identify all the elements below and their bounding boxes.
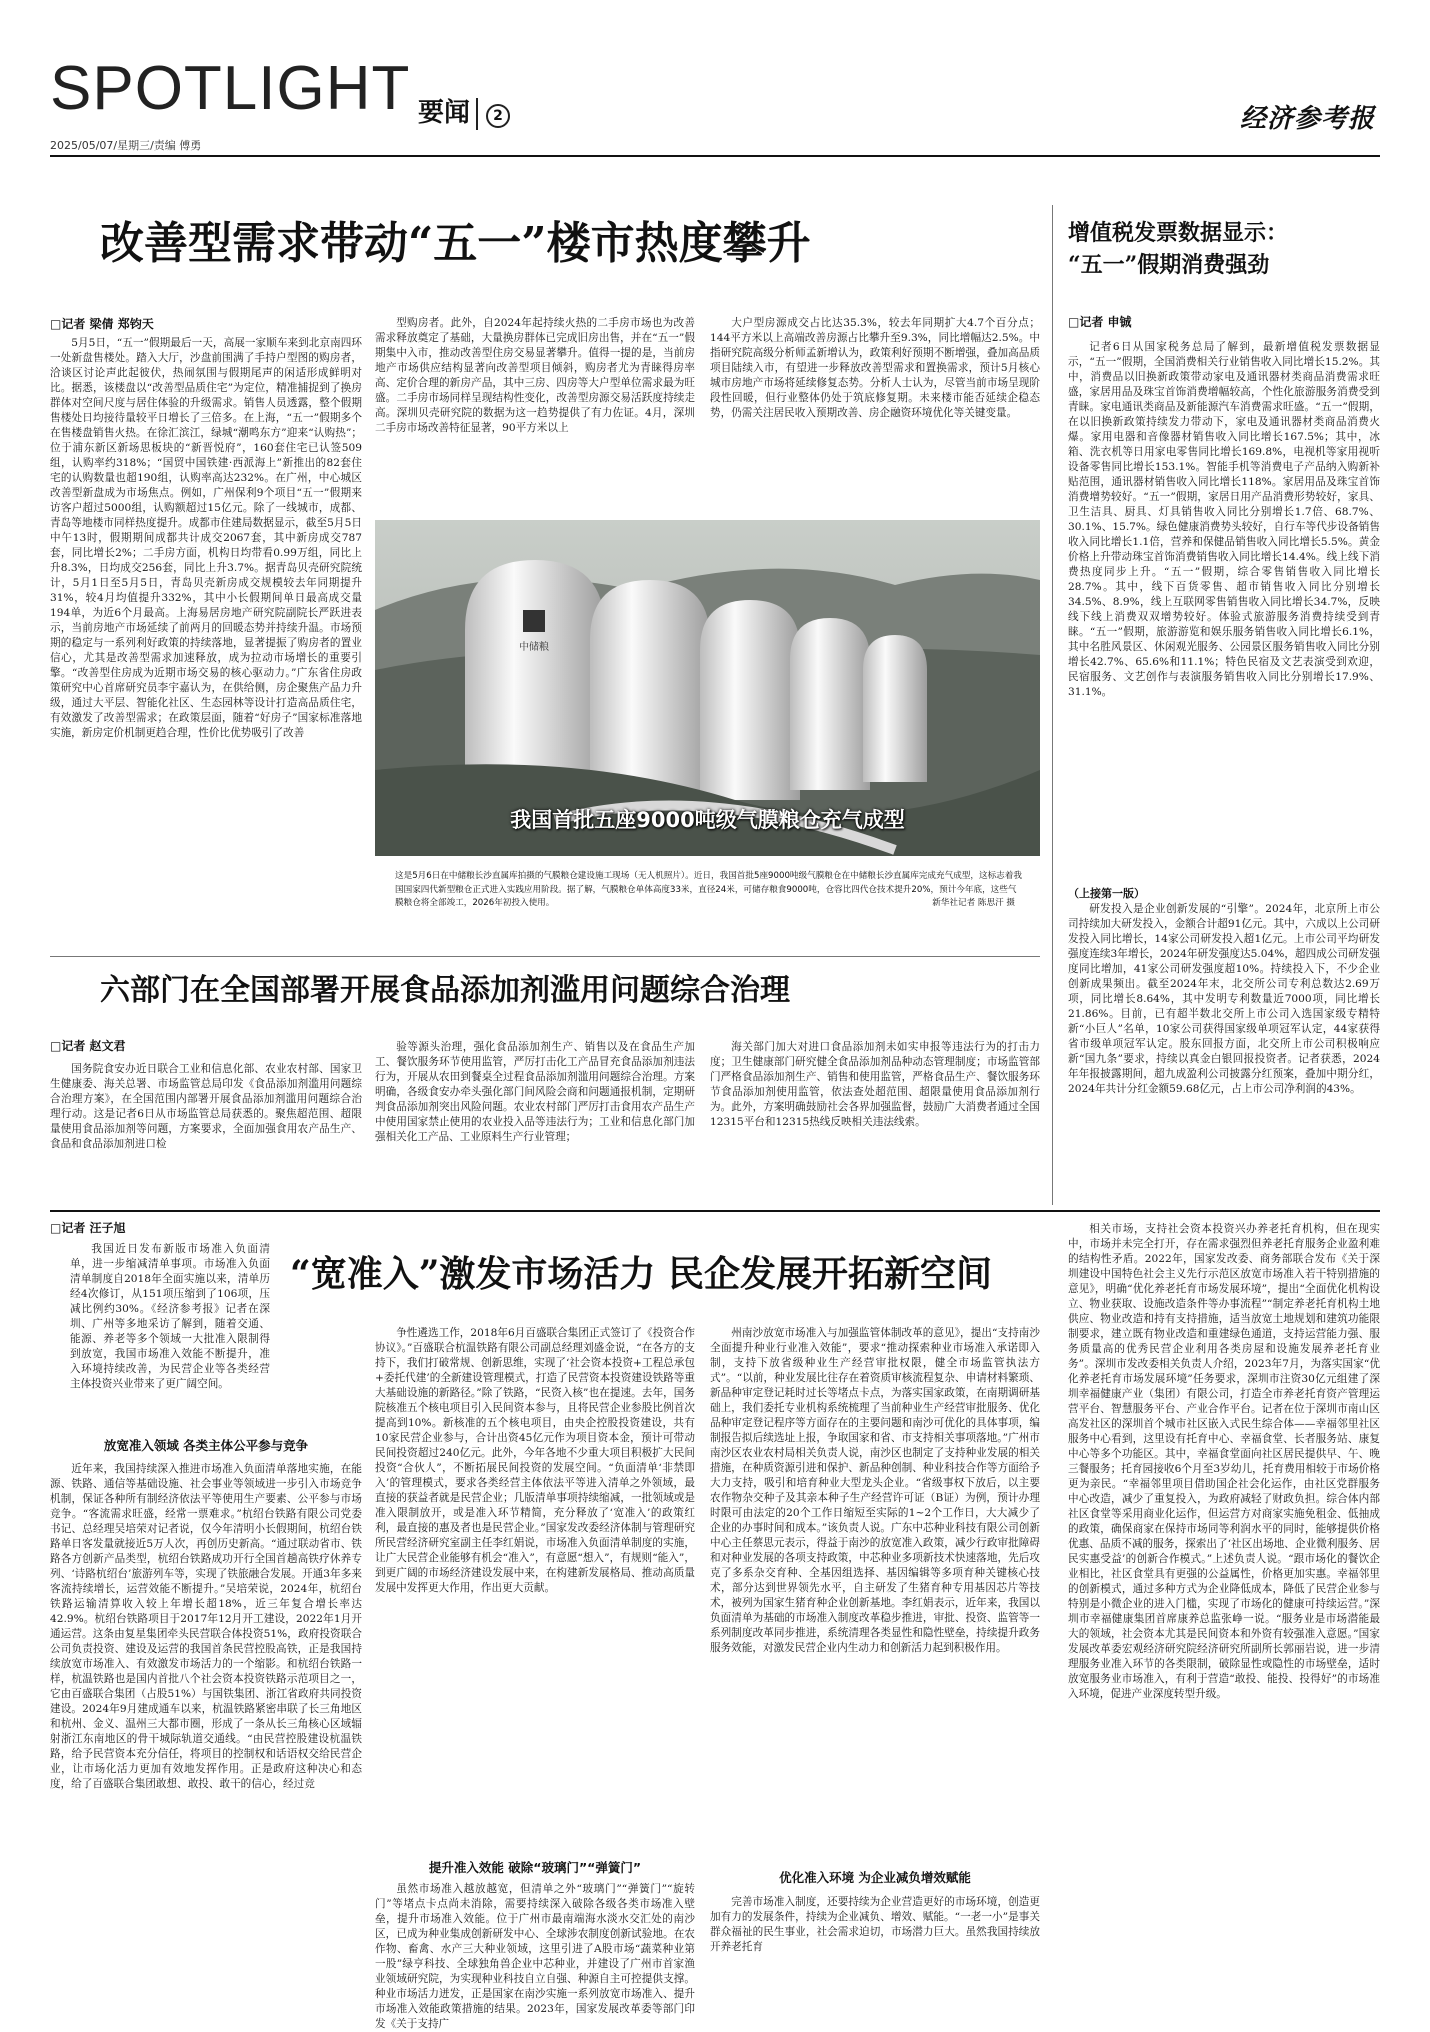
article5-rule	[50, 1210, 1380, 1212]
article5-col2: 争性遴选工作，2018年6月百盛联合集团正式签订了《投资合作协议》。”百盛联合杭温铁路有限公司副总经理刘盛金说，“在各方的支持下，我们打破常规、创新思维，实现了‘社会资本投资+工程总承包+委托代建’的全新建设管理模式，打造了民营资本投资建设铁路等重大基础设施的新路径。”除了铁路，“民资入核”也在提速。去年，国务院核准五个核电项目引入民间资本参与，且将民营企业参股比例首次提高到10%。新核准的五个核电项目，由央企控股投资建设，共有10家民营企业参与，合计出资45亿元作为项目资本金，预计可带动民间投资超过240亿元。此外，今年各地不少重大项目积极扩大民间投资“合伙人”，不断拓展民间投资的发展空间。“负面清单‘非禁即入’的管理模式，要求各类经营主体依法平等进入清单之外领域，最直接的获益者就是民营企业；几版清单事项持续缩减，一批领域或是准入限制放开，或是准入环节精简，充分释放了‘宽准入’的政策红利，最直接的惠及者也是民营企业。”国家发改委经济体制与管理研究所民营经济研究室副主任李红娟说，市场准入负面清单制度的实施，让广大民营企业能够有机会“准入”，有意愿“想入”，有规则“能入”，到更广阔的市场经济建设发展中来，在构建新发展格局、推动高质量发展中发挥更大作用，作出更大贡献。	[375, 1327, 695, 1594]
column-divider	[1052, 205, 1053, 1205]
article4-col2: 验等源头治理，强化食品添加剂生产、销售以及在食品生产加工、餐饮服务环节使用监管，严厉打击化工产品冒充食品添加剂违法行为，开展从农田到餐桌全过程食品添加剂滥用问题综合治理。方案明确，各级食安办牵头强化部门间风险会商和问题通报机制，定期研判食品添加剂突出风险问题。农业农村部门严厉打击食用农产品生产中使用国家禁止使用的农业投入品等违法行为；工业和信息化部门加强相关化工产品、工业原料生产行业管理；	[375, 1041, 695, 1143]
subheading-2: 提升准入效能 破除“玻璃门”“弹簧门”	[428, 1860, 642, 1875]
svg-text:中储粮: 中储粮	[519, 642, 549, 653]
section-title-cn: 要闻	[418, 98, 471, 128]
article2-byline: □记者 申铖	[1068, 315, 1132, 329]
article2-body: 记者6日从国家税务总局了解到，最新增值税发票数据显示，“五一”假期，全国消费相关行业销售收入同比增长15.2%。其中，消费品以旧换新政策带动家电及通讯器材类商品消费需求旺盛，家居用品及珠宝首饰消费增幅较高，个性化旅游服务消费受到青睐。家电通讯类商品及新能源汽车消费需求旺盛。“五一”假期，在以旧换新政策持续发力带动下，家电及通讯器材类商品消费火爆。家用电器和音像器材销售收入同比增长167.5%；其中，冰箱、洗衣机等日用家电零售同比增长169.8%，电视机等家用视听设备零售同比增长153.1%。智能手机等消费电子产品纳入购新补贴范围，通讯器材销售收入同比增长118%。家居用品及珠宝首饰消费增势较好。“五一”假期，家居日用产品消费形势较好，家具、卫生洁具、厨具、灯具销售收入同比分别增长1.7倍、68.7%、30.1%、15.7%。绿色健康消费势头较好，自行车等代步设备销售收入同比增长1.1倍，营养和保健品销售收入同比增长5.5%。黄金价格上升带动珠宝首饰消费销售收入同比增长14.4%。线上线下消费热度同步上升。“五一”假期，综合零售销售收入同比增长28.7%。其中，线下百货零售、超市销售收入同比分别增长34.5%、8.9%，线上互联网零售销售收入同比增长34.7%，反映线下线上消费双双增势较好。体验式旅游服务消费持续受到青睐。“五一”假期，旅游游览和娱乐服务销售收入同比增长6.1%，其中名胜风景区、休闲观光服务、公园景区服务销售收入同比分别增长42.7%、65.6%和11.1%；特色民宿及文艺表演受到欢迎，民宿服务、文艺创作与表演服务销售收入同比分别增长17.9%、31.1%。	[1068, 341, 1380, 698]
article2-headline-line2: “五一”假期消费强劲	[1068, 252, 1270, 278]
grain-silo-photo	[375, 520, 1040, 856]
article4-col3: 海关部门加大对进口食品添加剂未如实申报等违法行为的打击力度；卫生健康部门研究健全食品添加剂品种动态管理制度；市场监管部门严格食品添加剂生产、销售和使用监管，严格食品生产、餐饮服务环节食品添加剂使用监管，依法查处超范围、超限量使用食品添加剂行为。此外，方案明确鼓励社会各界加强监督，鼓励广大消费者通过全国12315平台和12315热线反映相关违法线索。	[710, 1041, 1040, 1128]
article2-headline-line1: 增值税发票数据显示：	[1068, 220, 1289, 246]
article1-col2: 型购房者。此外，自2024年起持续火热的二手房市场也为改善需求释放奠定了基础，大量换房群体已完成旧房出售，并在“五一”假期集中入市，推动改善型住房交易显著攀升。值得一提的是，当前房地产市场供应结构显著向改善型项目倾斜，购房者尤为青睐得房率高、定价合理的新房产品，其中三房、四房等大户型单位需求最为旺盛。二手房市场同样呈现结构性变化，改善型房源交易活跃度持续走高。深圳贝壳研究院的数据为这一趋势提供了有力佐证。4月，深圳二手房市场改善特征显著，90平方米以上	[375, 317, 695, 434]
photo-title-overlay: 我国首批五座9000吨级气膜粮仓充气成型	[510, 808, 905, 832]
article5-byline: □记者 汪子旭	[50, 1221, 126, 1235]
article4-rule	[50, 956, 1040, 957]
newspaper-logo: 经济参考报	[1240, 104, 1376, 134]
article5-col3-cont: 完善市场准入制度，还要持续为企业营造更好的市场环境，创造更加有力的发展条件，持续为企业减负、增效、赋能。“一老一小”是事关群众福祉的民生事业，社会需求迫切，市场潜力巨大。虽然我国持续放开养老托育	[710, 1896, 1040, 1953]
article1-headline: 改善型需求带动“五一”楼市热度攀升	[100, 218, 811, 269]
article5-col1-intro: 我国近日发布新版市场准入负面清单，进一步缩减清单事项。市场准入负面清单制度自2018年全面实施以来，清单历经4次修订，从151项压缩到了106项，压减比例约30%。《经济参考报》记者在深圳、广州等多地采访了解到，随着交通、能源、养老等多个领域一大批准入限制得到放宽，我国市场准入效能不断提升，准入环境持续改善，为民营企业等各类经营主体投资兴业带来了更广阔空间。	[70, 1243, 270, 1390]
article4-headline: 六部门在全国部署开展食品添加剂滥用问题综合治理	[100, 973, 790, 1008]
page-number: 2	[486, 104, 510, 128]
continued-label: （上接第一版）	[1068, 887, 1145, 900]
article1-col3: 大户型房源成交占比达35.3%，较去年同期扩大4.7个百分点；144平方米以上高端改善房源占比攀升至9.3%，同比增幅达2.5%。中指研究院高级分析师孟新增认为，政策利好预期不断增强，叠加高品质项目陆续入市，有望进一步释放改善型需求和置换需求，预计5月核心城市房地产市场将延续修复态势。分析人士认为，尽管当前市场呈现阶段性回暖，但行业整体仍处于筑底修复期。未来楼市能否延续企稳态势，仍需关注居民收入预期改善、房企融资环境优化等关键变量。	[710, 317, 1040, 419]
article5-col1-body: 近年来，我国持续深入推进市场准入负面清单落地实施，在能源、铁路、通信等基础设施、社会事业等领域进一步引入市场竞争机制，保证各种所有制经济依法平等使用生产要素、公平参与市场竞争。“客流需求旺盛，经常一票难求。”杭绍台铁路有限公司党委书记、总经理吴培荣对记者说，仅今年清明小长假期间，杭绍台铁路单日客发量就接近5万人次，再创历史新高。“通过联动省市、铁路各方创新产品类型，杭绍台铁路成功开行全国首趟高铁疗休养专列、‘诗路杭绍台’旅游列车等，实现了铁旅融合发展。开通3年多来客流持续增长，运营效能不断提升。”吴培荣说，2024年，杭绍台铁路运输清算收入较上年增长超18%，近三年复合增长率达42.9%。杭绍台铁路项目于2017年12月开工建设，2022年1月开通运营。这条由复星集团牵头民营联合体投资51%，政府投资联合公司负责投资、建设及运营的我国首条民营控股高铁，正是我国持续放宽市场准入、有效激发市场活力的一个缩影。和杭绍台铁路一样，杭温铁路也是国内首批八个社会资本投资铁路示范项目之一，它由百盛联合集团（占股51%）与国铁集团、浙江省政府共同投资建设。2024年9月建成通车以来，杭温铁路紧密串联了长三角地区和杭州、金义、温州三大都市圈，形成了一条从长三角核心区域辐射浙江东南地区的骨干城际轨道交通线。“由民营控股建设杭温铁路，给予民营资本充分信任，将项目的控制权和话语权交给民营企业，让市场化活力更加有效地发挥作用。正是政府这种决心和态度，给了百盛联合集团敢想、敢投、敢干的信心，经过竞	[50, 1463, 362, 1790]
section-title-en: SPOTLIGHT	[50, 54, 411, 123]
article5-col3: 州南沙放宽市场准入与加强监管体制改革的意见》，提出“支持南沙全面提升种业行业准入效能”，要求“推动探索种业市场准入承诺即入制，支持下放省级种业生产经营审批权限，健全市场监管执法方式”。“以前，种业发展比往存在着资质审核流程复杂、申请材料繁琐、新品种审定登记耗时过长等堵点卡点，为落实国家政策，在南期调研基础上，我们委托专业机构系统梳理了当前种业生产经营审批服务、优化品种审定登记程序等方面存在的主要问题和南沙可优化的具体事项，编制报告拟后续选址上报，争取国家和省、市支持相关事项落地。”广州市南沙区农业农村局相关负责人说，南沙区也制定了支持种业发展的相关措施，在种质资源引进和保护、新品种创制、种业科技合作等方面给予大力支持，吸引和培育种业大型龙头企业。“省级事权下放后，以主要农作物杂交种子及其亲本种子生产经营许可证（B证）为例，预计办理时限可由法定的20个工作日缩短至实际的1~2个工作日，大大减少了企业的办事时间和成本。”该负责人说。广东中芯种业科技有限公司创新中心主任蔡思元表示，得益于南沙的放宽准入政策，减少行政审批障碍和对种业发展的各项支持政策，中芯种业多项新技术快速落地，先后攻克了多系杂交育种、全基因组选择、基因编辑等多项育种关键核心技术，部分达到世界领先水平，自主研发了生猪育种专用基因芯片等技术，被列为国家生猪育种企业创新基地。李红娟表示，近年来，我国以负面清单为基础的市场准入制度改革稳步推进，审批、投资、监管等一系列制度改革同步推进，系统清理各类显性和隐性壁垒，持续提升政务服务效能，对激发民营企业内生动力和创新活力起到积极作用。	[710, 1327, 1040, 1654]
photo-caption	[395, 870, 1025, 911]
article5-headline: “宽准入”激发市场活力 民企发展开拓新空间	[290, 1253, 992, 1295]
article5-col2-cont: 虽然市场准入越放越宽，但清单之外“玻璃门”“弹簧门”“旋转门”等堵点卡点尚未消除，需要持续深入破除各级各类市场准入壁垒，提升市场准入效能。位于广州市最南端海水淡水交汇处的南沙区，已成为种业集成创新研发中心、全球涉农制度创新试验地。在农作物、畜禽、水产三大种业领域，这里引进了A股市场“蔬菜种业第一股”绿亨科技、全球独角兽企业中芯种业，并建设了广州市首家渔业领域研究院，为实现种业科技自立自强、种源自主可控提供支撑。种业市场活力迸发，正是国家在南沙实施一系列放宽市场准入、提升市场准入效能政策措施的结果。2023年，国家发展改革委等部门印发《关于支持广	[375, 1883, 695, 2030]
photo-credit: 新华社记者 陈思汗 摄	[932, 898, 1015, 908]
article4-col1: 国务院食安办近日联合工业和信息化部、农业农村部、国家卫生健康委、海关总署、市场监管总局印发《食品添加剂滥用问题综合治理方案》，在全国范围内部署开展食品添加剂滥用问题综合治理行动。这是记者6日从市场监管总局获悉的。聚焦超范围、超限量使用食品添加剂等问题，方案要求，全面加强食用农产品生产、食品和食品添加剂进口检	[50, 1063, 362, 1150]
masthead-rule	[50, 155, 1380, 157]
article4-byline: □记者 赵文君	[50, 1039, 126, 1053]
photo-caption-text: 这是5月6日在中储粮长沙直属库拍摄的气膜粮仓建设施工现场（无人机照片）。近日，我国首批5座9000吨级气膜粮仓在中储粮长沙直属库完成充气成型，这标志着我国国家四代新型粮仓正式进入实践应用阶段。据了解，气膜粮仓单体高度33米，直径24米，可储存粮食9000吨，仓容比四代仓技术提升20%，预计今年底，这些气膜粮仓将全部竣工，2026年初投入使用。	[395, 871, 1022, 908]
subheading-1: 放宽准入领域 各类主体公平参与竞争	[103, 1438, 309, 1453]
article5-col4: 相关市场，支持社会资本投资兴办养老托育机构，但在现实中，市场并未完全打开，存在需求强烈但养老托育服务企业盈利难的结构性矛盾。2022年，国家发改委、商务部联合发布《关于深圳建设中国特色社会主义先行示范区放宽市场准入若干特别措施的意见》，明确“优化养老托育市场发展环境”，提出“全面优化机构设立、物业获取、设施改造条件等办事流程”“制定养老托育机构土地供应、物业改造和持有支持措施，适当放宽土地规划和建筑功能限制要求，建立既有物业改造和重建绿色通道，支持运营能力强、服务质量高的优秀民营企业利用各类房屋和设施发展养老托育业务”。深圳市发改委相关负责人介绍，2023年7月，为落实国家“优化养老托育市场发展环境”任务要求，深圳市注资30亿元组建了深圳幸福健康产业（集团）有限公司，打造全市养老托育资产管理运营平台、智慧服务平台、产业合作平台。记者在位于深圳市南山区高发社区的深圳首个城市社区嵌入式民生综合体——幸福邻里社区服务中心看到，这里设有托育中心、幸福食堂、长者服务站、康复中心等多个功能区。其中，幸福食堂面向社区居民提供早、午、晚三餐服务；托育园接收6个月至3岁幼儿，托育费用相较于市场价格更为亲民。“幸福邻里项目借助国企社会化运作，由社区党群服务中心改造，减少了重复投入，为政府减轻了财政负担。综合体内部社区食堂等采用商业化运作，但运营方对商家实施免租金、低抽成的政策，确保商家在保持市场同等利润水平的同时，能够提供价格优惠、品质不减的服务，探索出了‘社区出场地、企业微利服务、居民实惠受益’的创新合作模式。”上述负责人说。“跟市场化的餐饮企业相比，社区食堂具有更强的公益属性，价格更加实惠。幸福邻里的创新模式，通过多种方式为企业降低成本，降低了民营企业参与特别是小微企业的进入门槛，实现了市场化的健康可持续运营。”深圳市幸福健康集团首席康养总监张峥一说。“服务业是市场潜能最大的领域，社会资本尤其是民间资本和外资有较强准入意愿。”国家发展改革委宏观经济研究院经济研究所副所长郭丽岩说，进一步清理服务业准入环节的各类限制，破除显性或隐性的市场壁垒，适时放宽服务业市场准入，有利于营造“敢投、能投、投得好”的市场准入环境，促进产业深度转型升级。	[1068, 1223, 1380, 1700]
masthead-divider	[476, 98, 478, 130]
article1-col1: 5月5日，“五一”假期最后一天，高展一家顺车来到北京南四环一处新盘售楼处。踏入大厅，沙盘前围满了手持户型图的购房者，洽谈区讨论声此起彼伏，热闹氛围与假期尾声的闲适形成鲜明对比。据悉，该楼盘以“改善型品质住宅”为定位，精准捕捉到了换房群体对空间尺度与居住体验的升级需求。销售人员透露，整个假期售楼处日均接待量较平日增长了三倍多。在上海，“五一”假期多个在售楼盘销售火热。在徐汇滨江，绿城“潮鸣东方”迎来“认购热”；位于浦东新区新场思板块的“新晋悦府”，160套住宅已认签509组，认购率约318%；“国贸中国铁建·西派海上”新推出的82套住宅的认购数量也超190组，认购率高达232%。在广州，中心城区改善型新盘成为市场焦点。例如，广州保利9个项目“五一”假期来访客户超过5000组，认购额超过15亿元。除了一线城市，成都、青岛等地楼市同样热度提升。成都市住建局数据显示，截至5月5日中午13时，假期期间成都共计成交2067套，其中新房成交787套，同比增长2%；二手房方面，机构日均带看0.99万组，同比上升8.3%，日均成交256套，同比上升3.7%。据青岛贝壳研究院统计，5月1日至5月5日，青岛贝壳新房成交规模较去年同期提升31%，较4月均值提升332%，其中小长假期间单日最高成交量194单，为近6个月最高。上海易居房地产研究院副院长严跃进表示，当前房地产市场延续了前两月的回暖态势并持续升温。市场预期的稳定与一系列利好政策的持续落地，显著提振了购房者的置业信心，尤其是改善型需求加速释放，成为拉动市场增长的重要引擎。“改善型住房成为近期市场交易的核心驱动力。”广东省住房政策研究中心首席研究员李宇嘉认为，在供给侧，房企聚焦产品力升级，通过大平层、智能化社区、生态园林等设计打造高品质住宅，有效激发了改善型需求；在政策层面，随着“好房子”国家标准落地实施，新房定价机制更趋合理，性价比优势吸引了改善	[50, 337, 362, 739]
article1-byline: □记者 梁倩 郑钧天	[50, 317, 154, 331]
date-line: 2025/05/07/星期三/责编 傅勇	[50, 139, 202, 152]
subheading-3: 优化准入环境 为企业减负增效赋能	[779, 1870, 971, 1885]
article3-body: 研发投入是企业创新发展的“引擎”。2024年，北京所上市公司持续加大研发投入，金额合计超91亿元。其中，六成以上公司研发投入同比增长，14家公司研发投入超1亿元。上市公司平均研发强度连续3年增长，2024年研发强度达5.04%，超四成公司研发强度同比增加，41家公司研发强度超10%。持续投入下，不少企业创新成果频出。截至2024年末，北交所公司专利总数达2.69万项，同比增长8.64%，其中发明专利数量近7000项，同比增长21.86%。目前，已有超半数北交所上市公司入选国家级专精特新“小巨人”名单，10家公司获得国家级单项冠军认定，44家获得省市级单项冠军认定。股东回报方面，北交所上市公司积极响应新“国九条”要求，持续以真金白银回报投资者。记者获悉，2024年年报披露期间，超九成盈利公司披露分红预案，叠加中期分红，2024年共计分红金额59.68亿元，占上市公司净利润的43%。	[1068, 903, 1380, 1095]
